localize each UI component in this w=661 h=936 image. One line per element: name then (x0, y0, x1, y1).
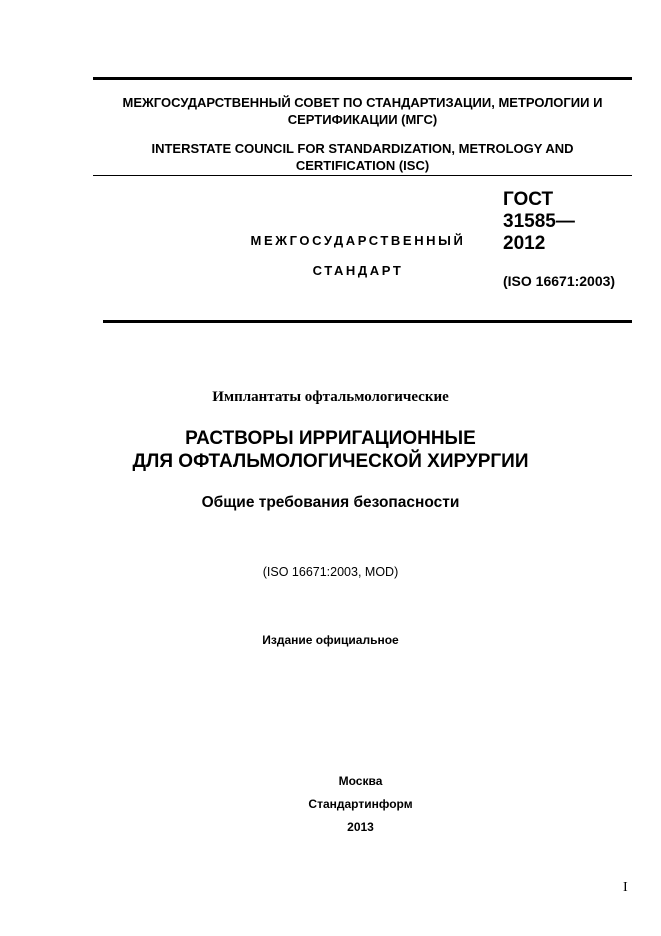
main-title-line-1: РАСТВОРЫ ИРРИГАЦИОННЫЕ (185, 428, 476, 449)
gost-designation (503, 189, 628, 255)
standard-type-line-1: МЕЖГОСУДАРСТВЕННЫЙ (250, 233, 466, 248)
category-title: Имплантаты офтальмологические (212, 389, 449, 405)
page-number: I (623, 880, 628, 895)
imprint (0, 770, 661, 839)
main-title (0, 427, 661, 473)
gost-line-3: 2012 (503, 233, 546, 254)
imprint-city: Москва (338, 774, 383, 788)
middle-rule (93, 175, 632, 176)
imprint-publisher: Стандартинформ (308, 797, 413, 811)
modification-note: (ISO 16671:2003, MOD) (262, 565, 399, 579)
council-ru-line-1: МЕЖГОСУДАРСТВЕННЫЙ СОВЕТ ПО СТАНДАРТИЗАЦИИ, МЕТРОЛОГИИ И (122, 95, 603, 110)
top-rule (93, 77, 632, 80)
standard-type (236, 226, 480, 286)
edition-note: Издание официальное (262, 633, 399, 647)
iso-code: (ISO 16671:2003) (503, 273, 616, 289)
subtitle: Общие требования безопасности (201, 494, 460, 511)
standard-type-line-2: СТАНДАРТ (312, 263, 404, 278)
council-name-en (93, 140, 632, 174)
council-ru-line-2: СЕРТИФИКАЦИИ (МГС) (287, 112, 438, 127)
gost-line-2: 31585— (503, 211, 575, 232)
council-en-line-2: CERTIFICATION (ISC) (295, 158, 430, 173)
bottom-rule (103, 320, 632, 323)
council-name-ru (93, 94, 632, 128)
council-en-line-1: INTERSTATE COUNCIL FOR STANDARDIZATION, METROLOGY AND (151, 141, 574, 156)
gost-line-1: ГОСТ (503, 189, 554, 210)
imprint-year: 2013 (347, 820, 374, 834)
main-title-line-2: ДЛЯ ОФТАЛЬМОЛОГИЧЕСКОЙ ХИРУРГИИ (132, 451, 529, 472)
